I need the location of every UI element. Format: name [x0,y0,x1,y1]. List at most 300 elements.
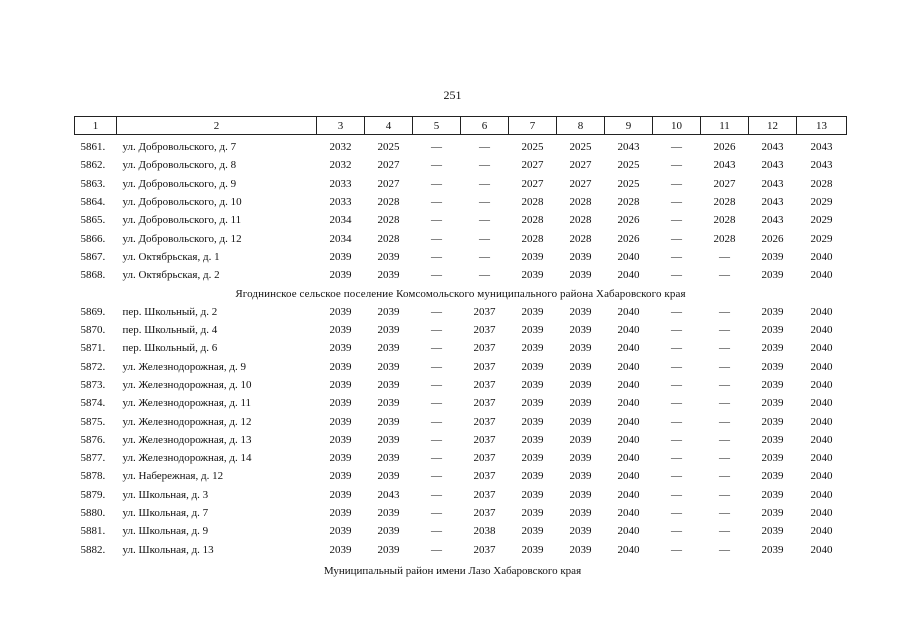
year-cell: — [479,269,490,282]
year-cell: 2039 [569,507,592,520]
year-cell: 2040 [617,433,640,446]
year-cell: — [671,250,682,263]
year-cell: — [431,141,442,154]
year-cell: 2040 [810,324,833,337]
year-cell: 2039 [761,269,784,282]
year-cell: 2040 [810,360,833,373]
row-number: 5881. [80,525,106,538]
year-cell: 2027 [521,177,544,190]
year-cell: 2027 [377,159,400,172]
year-cell: 2039 [521,324,544,337]
year-cell: — [671,488,682,501]
year-cell: — [479,159,490,172]
year-cell: 2029 [810,232,833,245]
year-cell: — [431,543,442,556]
year-cell: 2040 [810,415,833,428]
year-cell: 2039 [521,452,544,465]
year-cell: 2039 [569,397,592,410]
year-cell: — [671,397,682,410]
year-cell: 2040 [810,397,833,410]
year-cell: 2032 [329,141,352,154]
table-row [75,504,847,522]
year-cell: — [431,397,442,410]
year-cell: 2040 [810,543,833,556]
year-cell: 2039 [377,250,400,263]
year-cell: 2040 [810,342,833,355]
year-cell: 2039 [377,342,400,355]
year-cell: 2043 [761,196,784,209]
table-row [75,248,847,266]
year-cell: — [671,379,682,391]
year-cell: 2037 [473,324,496,337]
year-cell: 2025 [521,141,544,154]
year-cell: 2040 [810,452,833,465]
year-cell: 2039 [521,379,544,391]
year-cell: — [719,305,730,318]
year-cell: 2040 [617,324,640,337]
header-row [75,117,847,135]
row-number: 5876. [80,433,106,446]
year-cell: — [431,452,442,465]
year-cell: 2043 [761,141,784,154]
address-cell: ул. Школьная, д. 13 [122,543,214,556]
address-cell: ул. Добровольского, д. 11 [122,214,242,227]
year-cell: 2026 [617,214,640,227]
row-number: 5862. [80,159,106,172]
table-row [75,486,847,504]
row-number: 5873. [80,379,106,391]
table-row [75,449,847,467]
table-row [75,467,847,485]
year-cell: 2040 [617,488,640,501]
year-cell: 2039 [761,543,784,556]
row-number: 5875. [80,415,106,428]
year-cell: — [431,415,442,428]
section-row [75,284,847,302]
year-cell: 2039 [329,305,352,318]
year-cell: — [431,360,442,373]
column-header: 9 [605,117,653,135]
year-cell: 2028 [713,196,736,209]
year-cell: — [431,232,442,245]
year-cell: 2040 [617,305,640,318]
address-cell: ул. Железнодорожная, д. 9 [122,360,246,373]
year-cell: — [431,379,442,391]
year-cell: 2040 [617,507,640,520]
year-cell: — [719,452,730,465]
year-cell: 2039 [521,397,544,410]
year-cell: — [431,305,442,318]
year-cell: 2039 [761,525,784,538]
year-cell: 2039 [761,507,784,520]
year-cell: 2039 [569,415,592,428]
year-cell: 2040 [810,470,833,483]
section-title: Ягоднинское сельское поселение Комсомольского муниципального района Хабаровского края [235,287,686,300]
year-cell: — [671,141,682,154]
year-cell: 2028 [377,232,400,245]
table-row [75,339,847,357]
address-cell: пер. Школьный, д. 2 [122,305,218,318]
year-cell: 2028 [617,196,640,209]
year-cell: 2039 [521,305,544,318]
row-number: 5864. [80,196,106,209]
year-cell: 2039 [377,543,400,556]
row-number: 5880. [80,507,106,520]
year-cell: 2039 [329,250,352,263]
year-cell: 2039 [521,470,544,483]
year-cell: 2040 [617,543,640,556]
year-cell: 2039 [569,250,592,263]
row-number: 5872. [80,360,106,373]
year-cell: 2037 [473,433,496,446]
year-cell: 2037 [473,452,496,465]
year-cell: — [671,177,682,190]
year-cell: — [671,196,682,209]
column-header: 7 [509,117,557,135]
year-cell: 2039 [377,360,400,373]
table-row [75,303,847,321]
year-cell: — [719,379,730,391]
year-cell: 2039 [761,250,784,263]
year-cell: 2039 [761,379,784,391]
table-row [75,229,847,247]
year-cell: — [719,397,730,410]
year-cell: 2039 [761,452,784,465]
year-cell: — [719,324,730,337]
year-cell: — [431,342,442,355]
column-header: 2 [117,117,317,135]
column-header: 3 [317,117,365,135]
year-cell: 2028 [569,196,592,209]
year-cell: 2043 [810,159,833,172]
year-cell: 2039 [329,324,352,337]
column-header: 10 [653,117,701,135]
year-cell: 2040 [810,269,833,282]
year-cell: — [719,433,730,446]
year-cell: 2039 [761,397,784,410]
year-cell: 2028 [713,214,736,227]
year-cell: 2025 [569,141,592,154]
year-cell: 2039 [329,342,352,355]
year-cell: — [431,196,442,209]
address-cell: ул. Школьная, д. 9 [122,525,209,538]
year-cell: 2039 [377,415,400,428]
year-cell: 2039 [329,470,352,483]
year-cell: — [431,214,442,227]
year-cell: 2034 [329,232,352,245]
year-cell: 2040 [810,433,833,446]
year-cell: 2039 [329,433,352,446]
year-cell: — [479,141,490,154]
year-cell: 2039 [569,269,592,282]
year-cell: 2040 [617,250,640,263]
year-cell: — [431,433,442,446]
year-cell: 2039 [569,360,592,373]
column-header: 4 [365,117,413,135]
address-cell: ул. Добровольского, д. 9 [122,177,237,190]
year-cell: 2037 [473,543,496,556]
year-cell: 2028 [713,232,736,245]
year-cell: 2028 [521,214,544,227]
year-cell: 2039 [329,525,352,538]
column-header: 13 [797,117,847,135]
column-header: 12 [749,117,797,135]
year-cell: 2039 [521,269,544,282]
year-cell: — [431,507,442,520]
row-number: 5863. [80,177,106,190]
year-cell: 2037 [473,379,496,391]
row-number: 5870. [80,324,106,337]
year-cell: 2039 [761,470,784,483]
year-cell: 2039 [521,433,544,446]
year-cell: 2039 [329,397,352,410]
year-cell: 2039 [521,525,544,538]
year-cell: 2033 [329,196,352,209]
table-row [75,321,847,339]
year-cell: — [671,452,682,465]
year-cell: 2039 [569,525,592,538]
table-row [75,522,847,540]
year-cell: 2040 [617,360,640,373]
year-cell: — [671,232,682,245]
year-cell: 2037 [473,342,496,355]
year-cell: 2043 [761,159,784,172]
year-cell: — [479,214,490,227]
year-cell: 2037 [473,488,496,501]
year-cell: — [479,232,490,245]
address-cell: пер. Школьный, д. 6 [122,342,218,355]
table-row [75,541,847,559]
year-cell: 2039 [377,397,400,410]
year-cell: 2039 [521,342,544,355]
year-cell: — [719,525,730,538]
year-cell: — [431,324,442,337]
year-cell: 2040 [617,269,640,282]
year-cell: 2040 [617,415,640,428]
year-cell: 2039 [761,488,784,501]
address-cell: ул. Железнодорожная, д. 13 [122,433,252,446]
year-cell: — [719,507,730,520]
table-row [75,211,847,229]
year-cell: 2039 [569,379,592,391]
year-cell: 2039 [329,379,352,391]
column-header: 11 [701,117,749,135]
year-cell: 2034 [329,214,352,227]
year-cell: 2039 [377,433,400,446]
year-cell: 2039 [329,360,352,373]
year-cell: 2040 [810,305,833,318]
year-cell: 2043 [713,159,736,172]
year-cell: 2037 [473,360,496,373]
year-cell: 2039 [329,507,352,520]
year-cell: — [719,415,730,428]
column-header: 1 [75,117,117,135]
table-body [75,135,847,559]
year-cell: 2040 [810,250,833,263]
year-cell: 2028 [377,196,400,209]
year-cell: — [671,525,682,538]
year-cell: 2039 [377,379,400,391]
row-number: 5878. [80,470,106,483]
year-cell: 2039 [521,507,544,520]
year-cell: 2039 [329,488,352,501]
year-cell: 2037 [473,470,496,483]
row-number: 5866. [80,232,106,245]
year-cell: 2043 [761,177,784,190]
year-cell: 2025 [617,159,640,172]
year-cell: 2028 [569,214,592,227]
row-number: 5861. [80,141,106,154]
year-cell: — [719,488,730,501]
year-cell: 2026 [617,232,640,245]
year-cell: — [719,470,730,483]
year-cell: 2039 [377,470,400,483]
address-cell: ул. Железнодорожная, д. 10 [122,379,252,391]
year-cell: — [479,177,490,190]
row-number: 5867. [80,250,106,263]
year-cell: — [671,470,682,483]
address-cell: ул. Октябрьская, д. 1 [122,250,220,263]
year-cell: 2039 [521,250,544,263]
year-cell: 2043 [810,141,833,154]
year-cell: — [671,360,682,373]
year-cell: 2033 [329,177,352,190]
year-cell: 2039 [761,433,784,446]
row-number: 5871. [80,342,106,355]
year-cell: 2043 [377,488,400,501]
year-cell: — [671,433,682,446]
year-cell: 2026 [761,232,784,245]
year-cell: 2037 [473,397,496,410]
year-cell: 2039 [569,543,592,556]
year-cell: 2037 [473,305,496,318]
year-cell: 2028 [810,177,833,190]
column-header: 5 [413,117,461,135]
year-cell: — [671,159,682,172]
address-cell: ул. Школьная, д. 7 [122,507,209,520]
year-cell: 2039 [329,415,352,428]
year-cell: — [431,525,442,538]
year-cell: — [671,342,682,355]
year-cell: 2039 [329,452,352,465]
year-cell: — [719,250,730,263]
row-number: 5882. [80,543,106,556]
year-cell: 2039 [521,488,544,501]
year-cell: 2039 [761,360,784,373]
address-cell: ул. Добровольского, д. 8 [122,159,237,172]
address-cell: ул. Школьная, д. 3 [122,488,209,501]
year-cell: 2027 [377,177,400,190]
year-cell: — [719,360,730,373]
row-number: 5865. [80,214,106,227]
year-cell: 2038 [473,525,496,538]
table-row [75,135,847,157]
year-cell: — [719,269,730,282]
year-cell: 2039 [569,488,592,501]
data-table [74,116,847,559]
year-cell: — [431,470,442,483]
year-cell: 2028 [521,232,544,245]
year-cell: 2043 [761,214,784,227]
year-cell: 2027 [521,159,544,172]
year-cell: 2039 [569,324,592,337]
year-cell: 2040 [617,342,640,355]
year-cell: 2039 [329,269,352,282]
address-cell: ул. Октябрьская, д. 2 [122,269,220,282]
table-row [75,358,847,376]
year-cell: — [479,250,490,263]
year-cell: — [671,543,682,556]
table-row [75,431,847,449]
column-header: 8 [557,117,605,135]
year-cell: 2039 [377,452,400,465]
year-cell: — [431,269,442,282]
row-number: 5877. [80,452,106,465]
year-cell: — [431,159,442,172]
year-cell: 2028 [377,214,400,227]
year-cell: 2039 [569,305,592,318]
year-cell: 2027 [569,159,592,172]
table-header [75,117,847,135]
table-row [75,394,847,412]
year-cell: 2040 [617,525,640,538]
year-cell: 2040 [810,379,833,391]
year-cell: — [431,488,442,501]
year-cell: 2043 [617,141,640,154]
year-cell: 2039 [521,360,544,373]
section-caption: Муниципальный район имени Лазо Хабаровского края [323,565,582,577]
year-cell: — [719,543,730,556]
address-cell: ул. Железнодорожная, д. 12 [122,415,252,428]
year-cell: 2040 [810,507,833,520]
year-cell: 2039 [569,452,592,465]
address-cell: ул. Железнодорожная, д. 14 [122,452,252,465]
address-cell: ул. Добровольского, д. 10 [122,196,242,209]
year-cell: 2029 [810,214,833,227]
page-number: 251 [443,88,462,102]
table-row [75,412,847,430]
year-cell: 2026 [713,141,736,154]
year-cell: — [671,324,682,337]
year-cell: 2039 [521,415,544,428]
year-cell: — [671,415,682,428]
year-cell: — [671,214,682,227]
year-cell: — [431,250,442,263]
year-cell: 2039 [761,324,784,337]
year-cell: — [671,507,682,520]
year-cell: 2025 [377,141,400,154]
year-cell: 2025 [617,177,640,190]
table-row [75,193,847,211]
year-cell: 2032 [329,159,352,172]
year-cell: 2040 [617,470,640,483]
year-cell: 2039 [761,305,784,318]
year-cell: 2028 [521,196,544,209]
address-cell: ул. Добровольского, д. 12 [122,232,242,245]
year-cell: 2039 [377,269,400,282]
year-cell: 2040 [617,379,640,391]
row-number: 5879. [80,488,106,501]
year-cell: 2039 [377,324,400,337]
row-number: 5869. [80,305,106,318]
address-cell: ул. Добровольского, д. 7 [122,141,237,154]
year-cell: 2039 [569,342,592,355]
year-cell: 2039 [377,305,400,318]
year-cell: — [671,305,682,318]
table-row [75,156,847,174]
year-cell: 2039 [761,342,784,355]
year-cell: 2039 [761,415,784,428]
